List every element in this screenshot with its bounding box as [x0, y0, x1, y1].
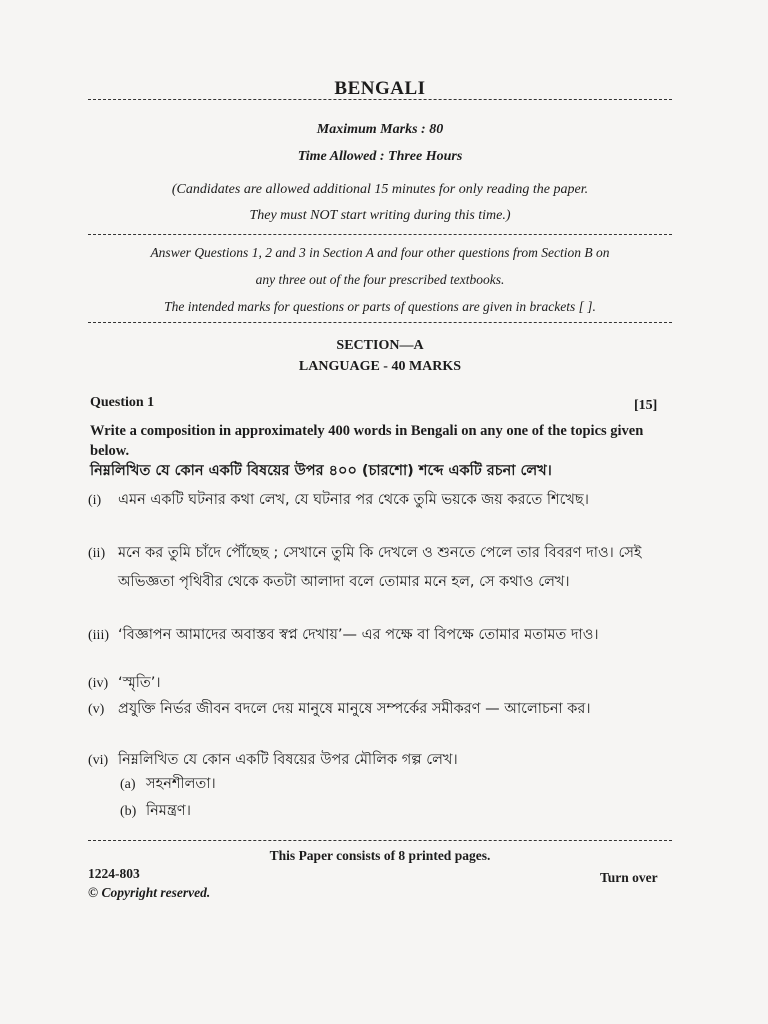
divider-top: [88, 99, 672, 100]
paper-title: BENGALI: [334, 78, 426, 99]
instruction-line2: any three out of the four prescribed textbooks.: [255, 272, 505, 287]
sub-topic-text: নিমন্ত্রণ।: [146, 803, 191, 819]
page-count-note: This Paper consists of 8 printed pages.: [269, 848, 491, 863]
section-subtitle: LANGUAGE - 40 MARKS: [298, 359, 462, 374]
question-prompt-bengali: নিম্নলিখিত যে কোন একটি বিষয়ের উপর ৪০০ (চারশো) শব্দে একটি রচনা লেখ।: [90, 463, 552, 479]
topic-number: (iii): [88, 628, 109, 643]
topic-text: মনে কর তুমি চাঁদে পৌঁছেছ ; সেখানে তুমি কি দেখলে ও শুনতে পেলে তার বিবরণ দাও। সেই অভিজ্ঞতা পৃথিবীর থেকে কতটা আলাদা বলে তোমার মনে হল, সে কথাও লেখ।: [118, 545, 642, 590]
time-allowed: Time Allowed : Three Hours: [297, 149, 463, 164]
reading-time-note-line1: (Candidates are allowed additional 15 minutes for only reading the paper.: [171, 182, 589, 197]
topic-text: ‘বিজ্ঞাপন আমাদের অবাস্তব স্বপ্ন দেখায়’— এর পক্ষে বা বিপক্ষে তোমার মতামত দাও।: [118, 627, 599, 643]
sub-topic-number: (a): [120, 777, 136, 792]
topic-number: (iv): [88, 676, 109, 691]
divider-footer: [88, 840, 672, 841]
topic-text: প্রযুক্তি নির্ভর জীবন বদলে দেয় মানুষে মানুষে সম্পর্কের সমীকরণ — আলোচনা কর।: [118, 701, 591, 717]
sub-topic-number: (b): [120, 804, 137, 819]
question-marks: [15]: [634, 398, 658, 413]
topic-text: নিম্নলিখিত যে কোন একটি বিষয়ের উপর মৌলিক গল্প লেখ।: [118, 752, 458, 768]
copyright-notice: © Copyright reserved.: [88, 885, 211, 900]
topic-number: (v): [88, 702, 105, 717]
question-label: Question 1: [90, 395, 155, 410]
turn-over-label: Turn over: [600, 870, 658, 885]
paper-code: 1224-803: [88, 866, 140, 881]
topic-text: এমন একটি ঘটনার কথা লেখ, যে ঘটনার পর থেকে তুমি ভয়কে জয় করতে শিখেছ।: [118, 492, 589, 508]
topic-text: ‘স্মৃতি’।: [118, 675, 161, 691]
topic-number: (vi): [88, 753, 109, 768]
instruction-line3: The intended marks for questions or parts of questions are given in brackets [ ].: [164, 299, 596, 314]
question-prompt-english: Write a composition in approximately 400 words in Bengali on any one of the topics given below.: [90, 423, 644, 459]
topic-number: (ii): [88, 546, 106, 561]
reading-time-note-line2: They must NOT start writing during this time.): [249, 208, 511, 223]
maximum-marks: Maximum Marks : 80: [316, 122, 444, 137]
sub-topic-text: সহনশীলতা।: [146, 776, 216, 792]
section-title: SECTION—A: [336, 338, 424, 353]
topic-number: (i): [88, 493, 102, 508]
divider-bottom: [88, 322, 672, 323]
instruction-line1: Answer Questions 1, 2 and 3 in Section A and four other questions from Section B on: [150, 245, 610, 260]
divider-mid: [88, 234, 672, 235]
